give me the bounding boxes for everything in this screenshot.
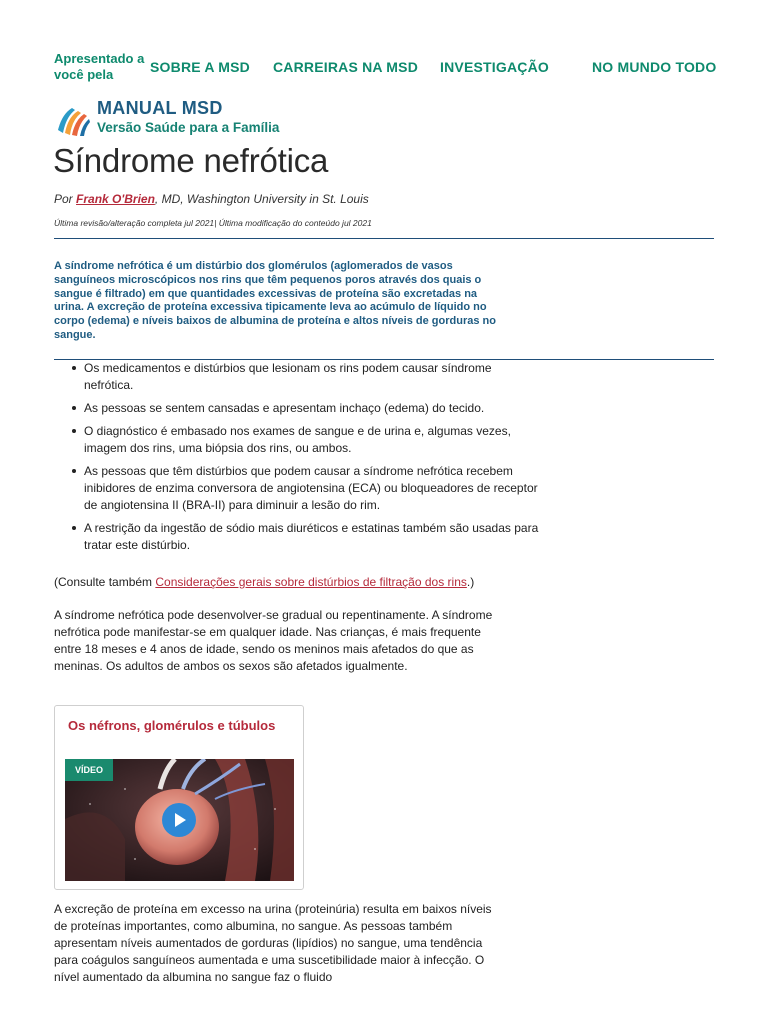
- nav-link-worldwide[interactable]: NO MUNDO TODO: [592, 59, 717, 75]
- revision-date: Última revisão/alteração completa jul 2021| Última modificação do conteúdo jul 2021: [54, 218, 372, 228]
- list-item: As pessoas se sentem cansadas e apresentam inchaço (edema) do tecido.: [54, 400, 544, 417]
- top-navigation: [54, 50, 734, 86]
- article-summary: A síndrome nefrótica é um distúrbio dos glomérulos (aglomerados de vasos sanguíneos microscópicos nos rins que têm pequenos poros através dos quais o sangue é filtrado) em que quantidades excessivas de proteína são excretadas na urina. A excreção de proteína excessiva tipicamente leva ao acúmulo de líquido no corpo (edema) e níveis baixos de albumina de proteína e altos níveis de gorduras no sangue.: [54, 260, 496, 341]
- see-also: [54, 574, 494, 591]
- presented-by-label: Apresentado a você pela: [54, 51, 145, 82]
- list-item: A restrição da ingestão de sódio mais diuréticos e estatinas também são usadas para tratar este distúrbio.: [54, 520, 544, 554]
- byline-prefix: Por: [54, 192, 73, 206]
- article-paragraph: A síndrome nefrótica pode desenvolver-se gradual ou repentinamente. A síndrome nefrótica pode manifestar-se em qualquer idade. Nas crianças, é mais frequente entre 18 meses e 4 anos de idade, sendo os meninos mais afetados do que as meninas. Os adultos de ambos os sexos são afetados igualmente.: [54, 608, 493, 673]
- logo-title: MANUAL MSD: [97, 98, 223, 118]
- list-item: O diagnóstico é embasado nos exames de sangue e de urina e, algumas vezes, imagem dos rins, uma biópsia dos rins, ou ambos.: [54, 423, 544, 457]
- author-link[interactable]: Frank O'Brien: [76, 192, 155, 206]
- byline: [54, 192, 369, 206]
- video-card-title[interactable]: Os néfrons, glomérulos e túbulos: [68, 718, 276, 733]
- nav-link-research[interactable]: INVESTIGAÇÃO: [440, 59, 549, 75]
- video-badge: VÍDEO: [65, 759, 113, 781]
- logo-subtitle: Versão Saúde para a Família: [97, 120, 280, 135]
- video-card[interactable]: [54, 705, 304, 890]
- play-icon[interactable]: [162, 803, 196, 837]
- page-title: Síndrome nefrótica: [53, 142, 329, 179]
- nav-link-careers[interactable]: CARREIRAS NA MSD: [273, 59, 419, 75]
- see-also-prefix: (Consulte também: [54, 575, 156, 589]
- article-paragraph: A excreção de proteína em excesso na urina (proteinúria) resulta em baixos níveis de proteínas importantes, como albumina, no sangue. As pessoas também apresentam níveis aumentados de gorduras (lipídios) no sangue, uma tendência para coágulos sanguíneos aumentada e uma suscetibilidade maior à infecção. O nível aumentado da albumina no sangue faz o fluido: [54, 902, 492, 984]
- list-item: Os medicamentos e distúrbios que lesionam os rins podem causar síndrome nefrótica.: [54, 360, 544, 394]
- see-also-link[interactable]: Considerações gerais sobre distúrbios de filtração dos rins: [155, 575, 467, 589]
- summary-top-divider: [54, 238, 714, 239]
- see-also-suffix: .): [466, 575, 475, 589]
- byline-affiliation: , MD, Washington University in St. Louis: [154, 192, 369, 206]
- nav-link-about-msd[interactable]: SOBRE A MSD: [150, 59, 250, 75]
- list-item: As pessoas que têm distúrbios que podem causar a síndrome nefrótica recebem inibidores de enzima conversora de angiotensina (ECA) ou bloqueadores de receptor de angiotensina II (BRA-II) para diminuir a lesão do rim.: [54, 463, 544, 514]
- key-points-list: [54, 360, 544, 560]
- video-thumbnail[interactable]: [65, 759, 294, 881]
- msd-manual-logo-icon: [56, 100, 90, 136]
- msd-manual-logo[interactable]: [54, 98, 354, 138]
